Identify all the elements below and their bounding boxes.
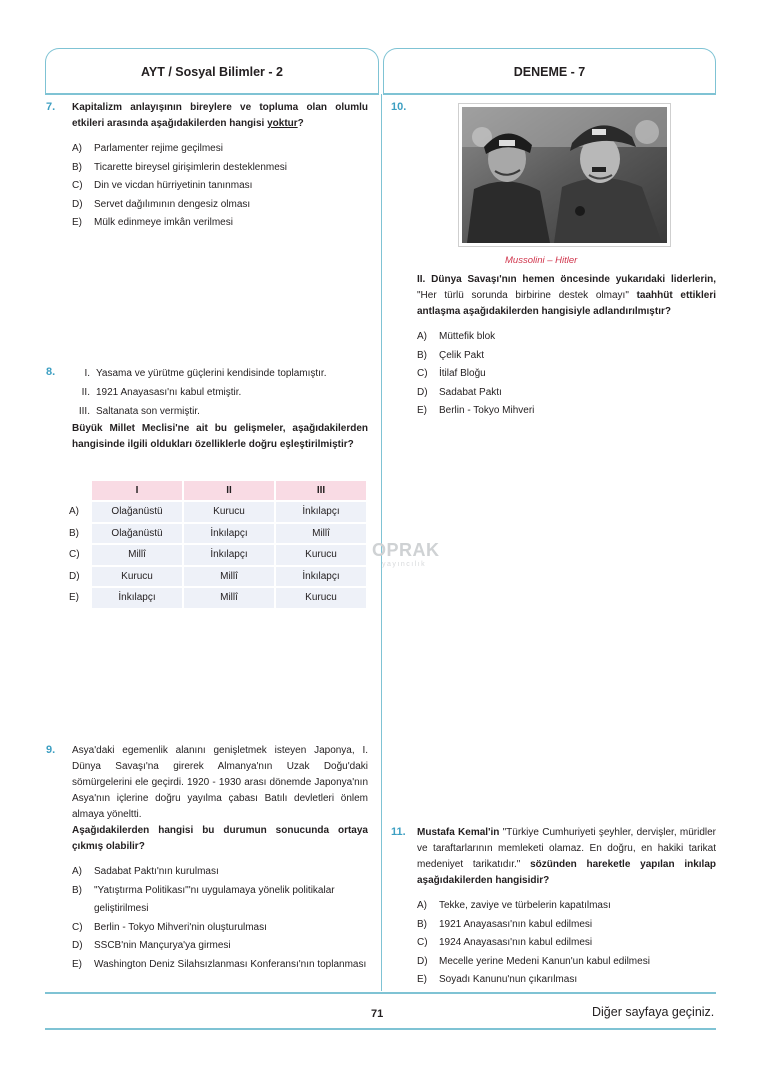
option-text: Soyadı Kanunu'nun çıkarılması (439, 974, 578, 985)
option-letter: D) (69, 570, 80, 582)
question-8 (72, 364, 368, 453)
option-text: "Yatıştırma Politikası"'nı uygulamaya yönelik politikalar geliştirilmesi (94, 884, 335, 914)
option-text: SSCB'nin Mançurya'ya girmesi (94, 940, 231, 951)
option-letter: E) (72, 217, 82, 228)
option-text: Servet dağılımının dengesiz olması (94, 198, 251, 210)
q8-number: 8. (46, 366, 56, 378)
footer-divider (45, 992, 716, 994)
footer-bottom-line (45, 1028, 716, 1030)
q8-option-d[interactable] (68, 567, 366, 587)
q7-stem: Kapitalizm anlayışının bireylere ve topluma olan olumlu etkileri arasında aşağıdakilerden hangisi yoktur? (72, 102, 368, 129)
q8-answer-table (66, 479, 368, 610)
q10-option-b[interactable] (417, 347, 716, 366)
option-text: Çelik Pakt (439, 349, 485, 361)
q8-option-e[interactable] (68, 588, 366, 608)
q11-option-b[interactable] (417, 916, 716, 935)
option-text: Ticarette bireysel girişimlerin desteklenmesi (94, 161, 288, 173)
option-text: Sadabat Paktı'nın kurulması (94, 866, 219, 877)
option-letter: E) (72, 958, 82, 970)
publisher-watermark-sub: yayıncılık (382, 561, 427, 568)
option-text: Berlin - Tokyo Mihveri (439, 405, 535, 416)
option-letter: C) (417, 368, 428, 379)
q11-number: 11. (391, 826, 406, 838)
table-cell: İnkılapçı (184, 545, 274, 565)
option-text: Tekke, zaviye ve türbelerin kapatılması (439, 900, 611, 911)
option-text: Berlin - Tokyo Mihveri'nin oluşturulması (94, 921, 267, 933)
next-page-note: Diğer sayfaya geçiniz. (592, 1005, 715, 1019)
option-letter: B) (69, 527, 79, 539)
option-letter: A) (417, 331, 427, 342)
q8-items (72, 364, 368, 421)
table-header: I (92, 481, 182, 500)
table-cell: İnkılapçı (276, 567, 366, 587)
q10-option-e[interactable] (417, 402, 716, 421)
q8-statement (72, 364, 368, 383)
q10-option-d[interactable] (417, 384, 716, 403)
table-cell: Millî (92, 545, 182, 565)
q8-stem: Büyük Millet Meclisi'ne ait bu gelişmeler, aşağıdakilerden hangisinde ilgili oldukları özelliklerle doğru eşleştirilmiştir? (72, 423, 368, 450)
q9-options (72, 863, 368, 974)
option-text: 1921 Anayasası'nın kabul edilmesi (439, 918, 593, 930)
table-cell: Olağanüstü (92, 502, 182, 522)
statement-text: Yasama ve yürütme güçlerini kendisinde toplamıştır. (96, 368, 327, 379)
header-divider-left (45, 93, 379, 95)
q9-number: 9. (46, 744, 56, 756)
table-cell: Millî (184, 588, 274, 608)
q7-option-a[interactable] (72, 140, 368, 159)
table-header-row (68, 481, 366, 500)
q11-options (417, 897, 716, 990)
table-cell: Millî (184, 567, 274, 587)
q9-option-c[interactable] (72, 919, 368, 938)
page-number: 71 (371, 1008, 384, 1020)
q10-stem: II. Dünya Savaşı'nın hemen öncesinde yukarıdaki liderlerin, "Her türlü sorunda birbirine destek olmayı" taahhüt ettikleri antlaşma aşağıdakilerden hangisiyle adlandırılmıştır? (417, 274, 716, 317)
q9-passage: Asya'daki egemenlik alanını genişletmek isteyen Japonya, I. Dünya Savaşı'na girerek Almanya'nın Uzak Doğu'daki sömürgelerini ele geçirdi. 1920 - 1930 arası dönemde Japonya'nın Asya'nın içlerine doğru yayılma çabası Batılı devletleri önlem almaya yöneltti. (72, 745, 368, 820)
option-letter: B) (72, 161, 82, 173)
statement-text: 1921 Anayasası'nı kabul etmiştir. (96, 387, 242, 398)
photo-illustration (462, 107, 667, 243)
table-cell: İnkılapçı (276, 502, 366, 522)
table-cell: İnkılapçı (184, 524, 274, 544)
option-text: Müttefik blok (439, 331, 496, 342)
option-text: Mecelle yerine Medeni Kanun'un kabul edilmesi (439, 955, 650, 967)
option-text: İtilaf Bloğu (439, 368, 486, 379)
option-letter: C) (417, 937, 428, 948)
option-letter: B) (417, 349, 427, 361)
q7-option-b[interactable] (72, 159, 368, 178)
header-left-title: AYT / Sosyal Bilimler - 2 (141, 64, 283, 79)
table-cell: İnkılapçı (92, 588, 182, 608)
option-letter: D) (417, 386, 428, 398)
q9-option-b[interactable] (72, 882, 368, 919)
option-text: Din ve vicdan hürriyetinin tanınması (94, 180, 253, 191)
statement-roman: I. (84, 368, 90, 379)
q7-option-c[interactable] (72, 177, 368, 196)
header-right-title: DENEME - 7 (513, 64, 586, 79)
q11-stem: Mustafa Kemal'in "Türkiye Cumhuriyeti şeyhler, dervişler, müridler ve taraftarlarının memleketi olamaz. En doğru, en hakiki tarikat medeniyet tarikatıdır." sözünden hareketle yapılan inkılap aşağıdakilerden hangisidir? (417, 827, 717, 886)
statement-text: Saltanata son vermiştir. (96, 406, 200, 417)
option-text: Mülk edinmeye imkân verilmesi (94, 217, 233, 228)
option-letter: A) (417, 900, 427, 911)
q10-number: 10. (391, 101, 407, 113)
q9-option-d[interactable] (72, 937, 368, 956)
option-text: Parlamenter rejime geçilmesi (94, 143, 223, 154)
header-divider-right (383, 93, 716, 95)
option-letter: B) (72, 884, 82, 896)
option-letter: D) (72, 198, 83, 210)
question-11 (417, 825, 716, 990)
option-letter: E) (417, 405, 427, 416)
q11-option-c[interactable] (417, 934, 716, 953)
question-9 (72, 743, 368, 974)
q9-option-a[interactable] (72, 863, 368, 882)
q7-option-d[interactable] (72, 196, 368, 215)
question-10 (417, 272, 716, 421)
q11-option-e[interactable] (417, 971, 716, 990)
table-header: III (276, 481, 366, 500)
publisher-watermark: OPRAK (372, 540, 440, 560)
option-letter: C) (69, 549, 80, 561)
q9-option-e[interactable] (72, 956, 368, 975)
q11-option-a[interactable] (417, 897, 716, 916)
q8-statement (72, 402, 368, 421)
table-cell: Kurucu (92, 567, 182, 587)
option-letter: E) (417, 974, 427, 985)
q7-options (72, 140, 368, 233)
q9-stem: Aşağıdakilerden hangisi bu durumun sonucunda ortaya çıkmış olabilir? (72, 825, 368, 852)
table-cell: Kurucu (276, 545, 366, 565)
option-text: Washington Deniz Silahsızlanması Konferansı'nın toplanması (94, 958, 367, 970)
header-right (383, 48, 716, 94)
option-letter: A) (72, 866, 82, 877)
q10-option-a[interactable] (417, 328, 716, 347)
q10-options (417, 328, 716, 421)
table-cell: Kurucu (276, 588, 366, 608)
q8-statement (72, 383, 368, 402)
photo-caption: Mussolini – Hitler (505, 255, 578, 266)
question-7 (72, 100, 368, 233)
option-letter: D) (72, 940, 83, 951)
q8-option-c[interactable] (68, 545, 366, 565)
table-cell: Millî (276, 524, 366, 544)
option-letter: C) (72, 921, 83, 933)
statement-roman: III. (78, 406, 90, 417)
option-letter: A) (69, 506, 79, 518)
statement-roman: II. (81, 387, 90, 398)
option-text: Sadabat Paktı (439, 386, 502, 398)
table-cell: Kurucu (184, 502, 274, 522)
option-letter: A) (72, 143, 82, 154)
q11-option-d[interactable] (417, 953, 716, 972)
q7-option-e[interactable] (72, 214, 368, 233)
option-text: 1924 Anayasası'nın kabul edilmesi (439, 937, 593, 948)
mussolini-hitler-photo (458, 103, 671, 247)
table-cell: Olağanüstü (92, 524, 182, 544)
header-left (45, 48, 379, 94)
table-header: II (184, 481, 274, 500)
q7-number: 7. (46, 101, 56, 113)
option-letter: D) (417, 955, 428, 967)
table-corner (68, 481, 90, 500)
q8-option-a[interactable] (68, 502, 366, 522)
q10-option-c[interactable] (417, 365, 716, 384)
option-letter: E) (69, 592, 79, 604)
option-letter: C) (72, 180, 83, 191)
option-letter: B) (417, 918, 427, 930)
q8-option-b[interactable] (68, 524, 366, 544)
